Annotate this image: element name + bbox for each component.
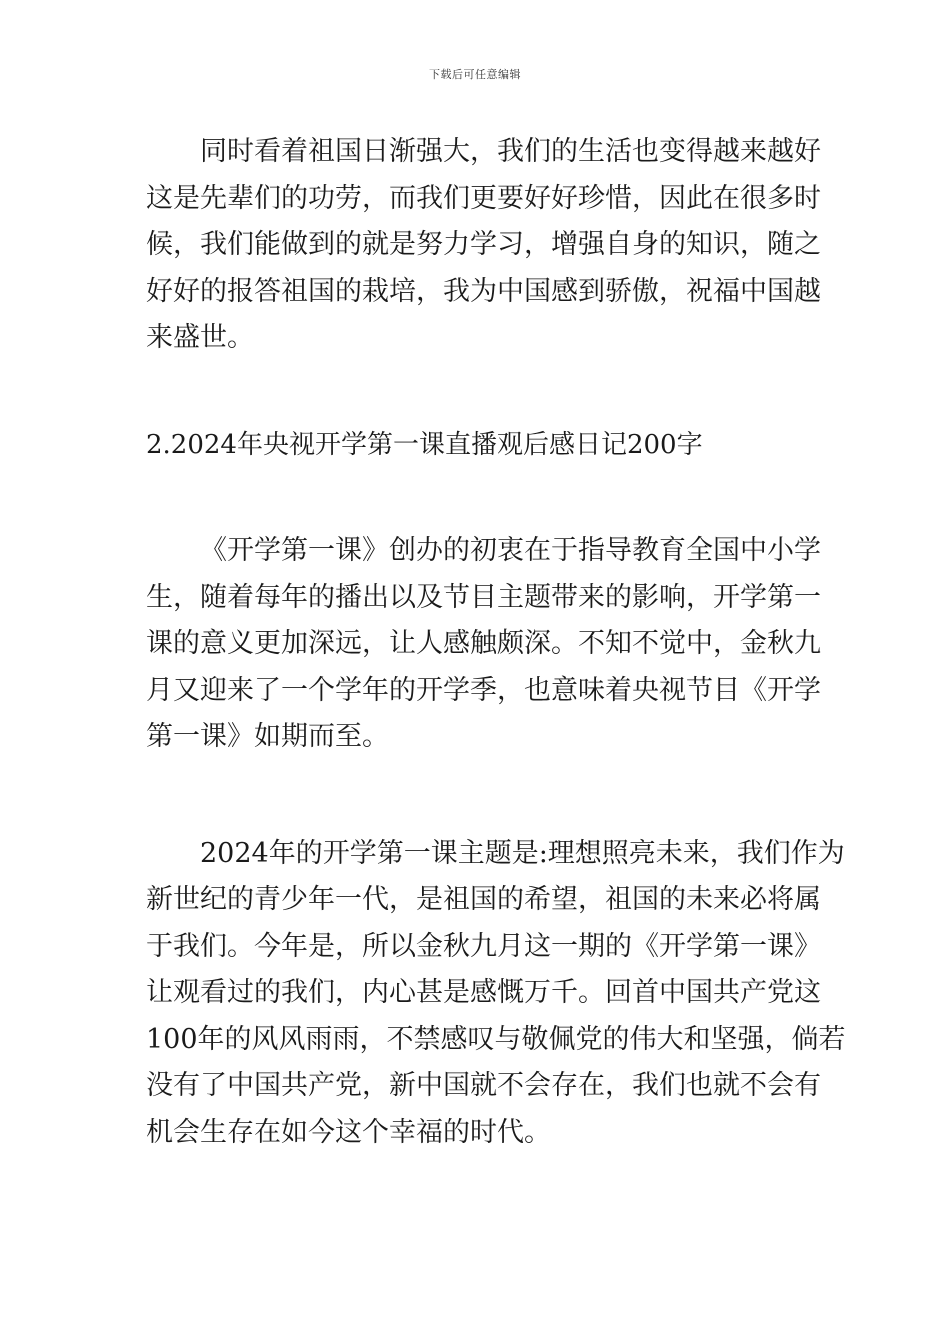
paragraph-line: 于我们。今年是，所以金秋九月这一期的《开学第一课》 — [146, 930, 821, 962]
paragraph-line: 没有了中国共产党，新中国就不会存在，我们也就不会有 — [146, 1070, 821, 1101]
paragraph-3 — [146, 831, 846, 1157]
page-header-note: 下载后可任意编辑 — [429, 68, 521, 81]
paragraph-line: 候，我们能做到的就是努力学习，增强自身的知识，随之 — [146, 229, 821, 260]
paragraph-spacer — [146, 362, 810, 422]
paragraph-line: 课的意义更加深远，让人感触颇深。不知不觉中，金秋九 — [146, 628, 821, 659]
paragraph-1 — [146, 129, 821, 362]
paragraph-line: 来盛世。 — [146, 322, 254, 353]
paragraph-line: 月又迎来了一个学年的开学季，也意味着央视节目《开学 — [146, 674, 821, 706]
paragraph-spacer — [146, 761, 810, 831]
paragraph-2 — [146, 528, 821, 761]
paragraph-spacer — [146, 468, 810, 528]
paragraph-line: 《开学第一课》创办的初衷在于指导教育全国中小学 — [200, 535, 821, 566]
paragraph-line: 机会生存在如今这个幸福的时代。 — [146, 1116, 551, 1148]
paragraph-line: 好好的报答祖国的栽培，我为中国感到骄傲，祝福中国越 — [146, 275, 821, 307]
paragraph-line: 2024年的开学第一课主题是:理想照亮未来，我们作为 — [200, 837, 845, 869]
paragraph-line: 新世纪的青少年一代，是祖国的希望，祖国的未来必将属 — [146, 884, 821, 915]
paragraph-line: 同时看着祖国日渐强大，我们的生活也变得越来越好 — [200, 136, 821, 167]
paragraph-line: 让观看过的我们，内心甚是感慨万千。回首中国共产党这 — [146, 977, 821, 1008]
paragraph-line: 100年的风风雨雨，不禁感叹与敬佩党的伟大和坚强，倘若 — [146, 1023, 846, 1055]
paragraph-line: 第一课》如期而至。 — [146, 721, 389, 752]
paragraph-line: 这是先辈们的功劳，而我们更要好好珍惜，因此在很多时 — [146, 182, 821, 214]
paragraph-line: 生，随着每年的播出以及节目主题带来的影响，开学第一 — [146, 581, 821, 613]
document-body — [146, 129, 846, 1156]
section-heading: 2.2024年央视开学第一课直播观后感日记200字 — [146, 429, 703, 460]
